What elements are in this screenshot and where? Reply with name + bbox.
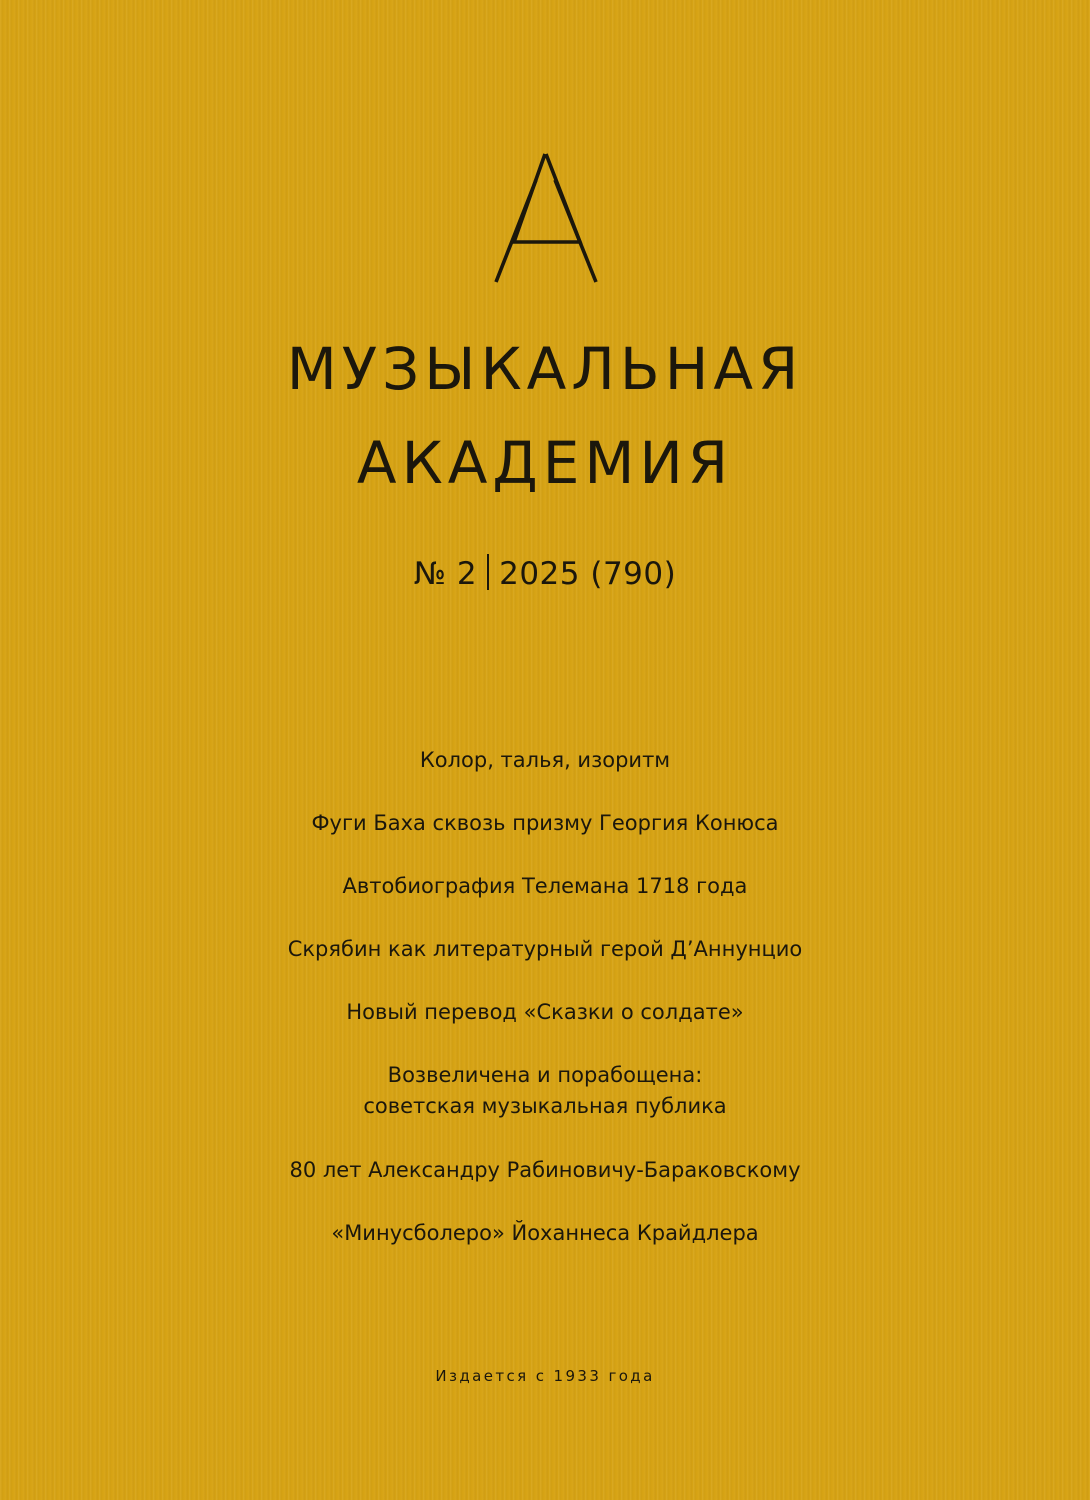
contents-item-line1: Возвеличена и порабощена: [387, 1063, 703, 1087]
magazine-title-line1: МУЗЫКАЛЬНАЯ [286, 335, 804, 403]
ma-monogram-icon [488, 150, 604, 286]
contents-item: Колор, талья, изоритм [419, 748, 671, 772]
contents-item: Фуги Баха сквозь призму Георгия Конюса [311, 811, 779, 835]
contents-item: 80 лет Александру Рабиновичу-Бараковскому [289, 1158, 801, 1182]
contents-item: Новый перевод «Сказки о солдате» [346, 1000, 744, 1024]
contents-item: «Минусболеро» Йоханнеса Крайдлера [331, 1221, 759, 1245]
contents-item-line2: советская музыкальная публика [363, 1094, 727, 1118]
issue-separator [487, 554, 489, 590]
contents-item: Автобиография Телемана 1718 года [342, 874, 748, 898]
issue-year: 2025 (790) [499, 556, 677, 592]
contents-list [0, 745, 1090, 1281]
issue-number: № 2 [413, 556, 478, 592]
magazine-title-line2: АКАДЕМИЯ [356, 429, 734, 497]
publisher-note: Издается с 1933 года [435, 1367, 655, 1385]
contents-item-two-line [0, 1060, 1090, 1122]
contents-item: Скрябин как литературный герой Д’Аннунцио [287, 937, 803, 961]
issue-info [0, 552, 1090, 596]
